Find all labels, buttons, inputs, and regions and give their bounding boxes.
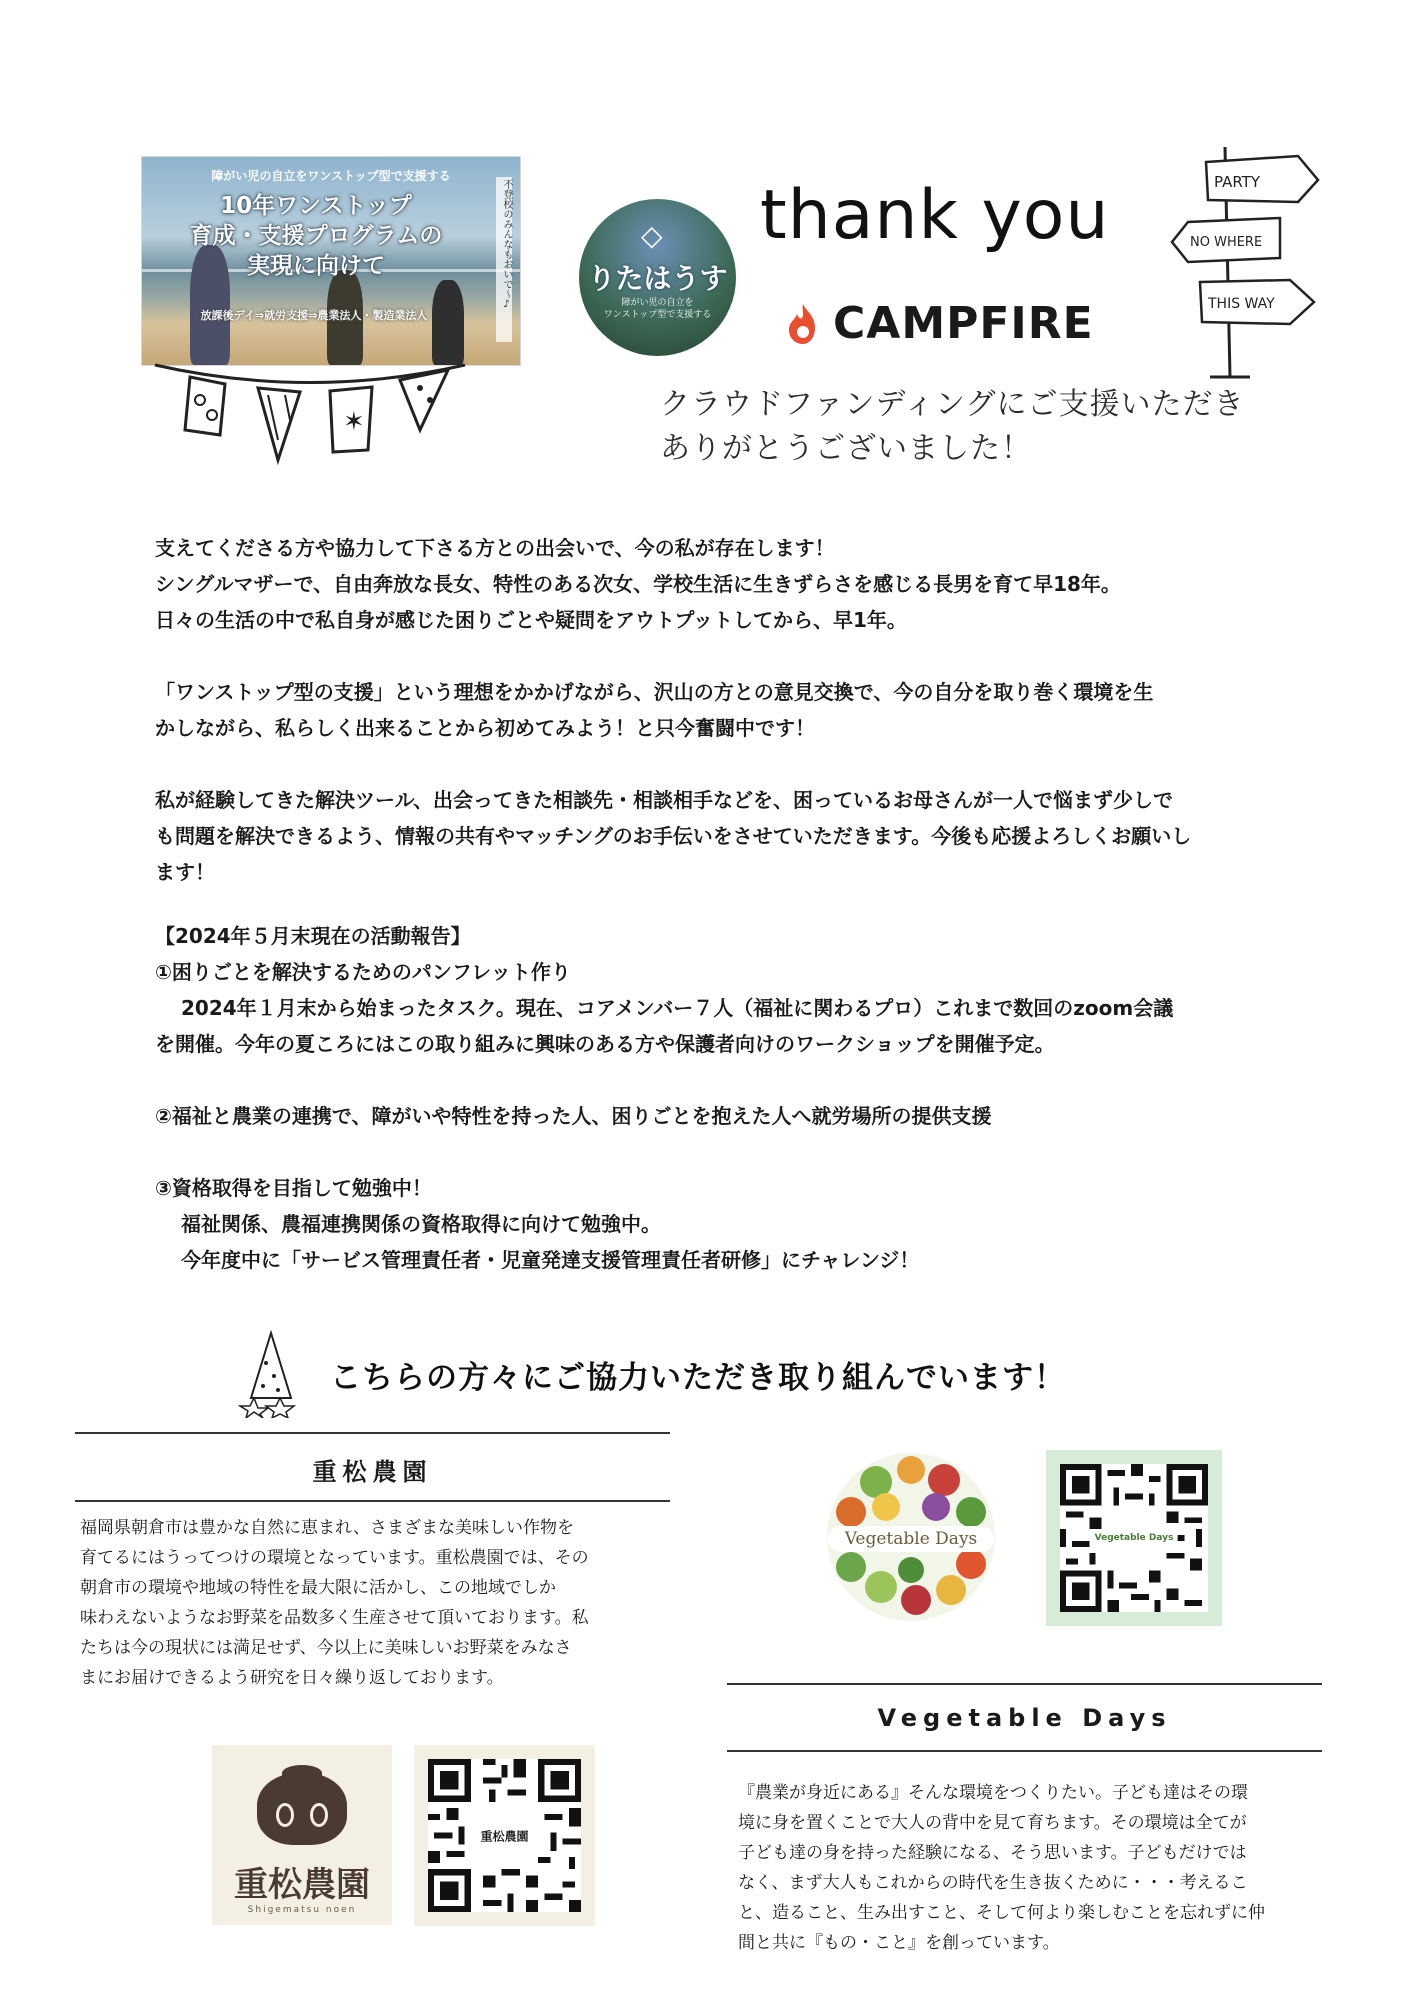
banner-vertical-text: 不登校のみんなもおいで〜♪ xyxy=(496,177,512,342)
text-line: 朝倉市の環境や地域の特性を最大限に活かし、この地域でしか xyxy=(80,1578,556,1598)
intro-paragraph-3 xyxy=(155,782,1295,890)
text-line: 私が経験してきた解決ツール、出会ってきた相談先・相談相手などを、困っているお母さんが一人で悩まず少しで xyxy=(155,788,1173,812)
spacer xyxy=(155,1062,1295,1098)
shigematsu-farm-logo xyxy=(212,1745,392,1925)
report-item-1-line: を開催。今年の夏ころにはこの取り組みに興味のある方や保護者向けのワークショップを開催予定。 xyxy=(155,1032,1055,1056)
intro-paragraph-1 xyxy=(155,530,1295,638)
activity-report xyxy=(155,918,1295,1278)
divider xyxy=(75,1432,670,1434)
seed-icon xyxy=(276,1803,294,1827)
svg-text:✶: ✶ xyxy=(343,407,365,437)
intro-paragraph-2 xyxy=(155,674,1295,746)
qr-label: 重松農園 xyxy=(476,1825,532,1846)
vegetable-days-logo-label xyxy=(826,1452,996,1622)
report-item-3-line: 福祉関係、農福連携関係の資格取得に向けて勉強中。 xyxy=(181,1212,661,1236)
veg-qr-card xyxy=(1046,1450,1222,1626)
text-line: と、造ること、生み出すこと、そして何より楽しむことを忘れずに仲 xyxy=(738,1903,1265,1923)
text-line: 育てるにはうってつけの環境となっています。重松農園では、その xyxy=(80,1548,589,1568)
farm-logo-text: 重松農園 xyxy=(234,1865,370,1905)
thank-you-heading: thank you xyxy=(760,176,1110,255)
text-line: なく、まず大人もこれからの時代を生き抜くために・・・考えるこ xyxy=(738,1873,1248,1893)
sign-thisway: THIS WAY xyxy=(1208,296,1275,312)
divider xyxy=(727,1750,1322,1752)
vegetable-days-description xyxy=(738,1778,1328,1958)
logo-name: りたはうす xyxy=(587,262,728,295)
text-line: 境に身を置くことで大人の背中を見て育ちます。その環境は全てが xyxy=(738,1813,1247,1833)
text-line: 味わえないようなお野菜を品数多く生産させて頂いております。私 xyxy=(80,1608,589,1628)
sign-party: PARTY xyxy=(1214,173,1261,191)
message-line: クラウドファンディングにご支援いただき xyxy=(660,387,1245,422)
signpost-doodle-icon xyxy=(1170,142,1320,382)
text-line: まにお届けできるよう研究を日々繰り返しております。 xyxy=(80,1668,504,1688)
report-item-1-title: ①困りごとを解決するためのパンフレット作り xyxy=(155,960,571,984)
banner-top-text: 障がい児の自立をワンストップ型で支援する xyxy=(211,169,451,183)
vegetable-days-title: Vegetable Days xyxy=(877,1704,1172,1732)
text-line: ます！ xyxy=(155,860,215,884)
seed-icon xyxy=(310,1803,328,1827)
logo-tagline-line: 障がい児の自立を xyxy=(621,298,694,308)
diamond-icon: ◇ xyxy=(641,219,663,252)
text-line: たちは今の現状には満足せず、今以上に美味しいお野菜をみなさ xyxy=(80,1638,572,1658)
veg-qr-code[interactable] xyxy=(1060,1464,1208,1612)
bunting-doodle-icon xyxy=(150,360,470,470)
text-line: も問題を解決できるよう、情報の共有やマッチングのお手伝いをさせていただきます。今後も応援よろしくお願いし xyxy=(155,824,1192,848)
banner-bottom-text: 放課後デイ⇒就労支援⇒農業法人・製造業法人 xyxy=(200,309,428,322)
text-line: 支えてくださる方や協力して下さる方との出会いで、今の私が存在します！ xyxy=(155,536,835,560)
message-line: ありがとうございました！ xyxy=(660,431,1032,466)
ritahouse-logo xyxy=(579,199,736,356)
report-item-3-title: ③資格取得を目指して勉強中！ xyxy=(155,1176,432,1200)
farm-logo-romaji: Shigematsu noen xyxy=(247,1905,357,1915)
farm-qr-code[interactable] xyxy=(428,1759,581,1912)
text-line: 子ども達の身を持った経験になる、そう思います。子どもだけでは xyxy=(738,1843,1247,1863)
spacer xyxy=(155,1134,1295,1170)
text-line: かしながら、私らしく出来ることから初めてみよう！と只今奮闘中です！ xyxy=(155,716,815,740)
party-hat-icon xyxy=(236,1328,306,1418)
text-line: 日々の生活の中で私自身が感じた困りごとや疑問をアウトプットしてから、早1年。 xyxy=(155,608,907,632)
logo-tagline-line: ワンストップ型で支援する xyxy=(603,310,712,320)
text-line: 『農業が身近にある』そんな環境をつくりたい。子ども達はその環 xyxy=(738,1783,1248,1803)
text-line: 「ワンストップ型の支援」という理想をかかげながら、沢山の方との意見交換で、今の自分を取り巻く環境を生 xyxy=(155,680,1154,704)
text-line: シングルマザーで、自由奔放な長女、特性のある次女、学校生活に生きずらさを感じる長男を育て早18年。 xyxy=(155,572,1121,596)
divider xyxy=(727,1683,1322,1685)
text-line: 間と共に『もの・こと』を創っています。 xyxy=(738,1933,1060,1953)
campfire-logo xyxy=(785,298,1094,349)
farm-description xyxy=(80,1513,680,1693)
banner-title-line: 育成・支援プログラムの xyxy=(189,223,443,249)
sign-nowhere: NO WHERE xyxy=(1190,235,1263,250)
veg-logo-text: Vegetable Days xyxy=(828,1526,994,1552)
banner-title xyxy=(152,191,480,281)
flame-icon xyxy=(785,302,821,346)
report-item-3-line: 今年度中に「サービス管理責任者・児童発達支援管理責任者研修」にチャレンジ！ xyxy=(181,1248,920,1272)
banner-title-line: 10年ワンストップ xyxy=(220,193,412,219)
qr-label: Vegetable Days xyxy=(1091,1531,1178,1545)
banner-title-line: 実現に向けて xyxy=(247,253,385,279)
report-item-2-title: ②福祉と農業の連携で、障がいや特性を持った人、困りごとを抱えた人へ就労場所の提供支援 xyxy=(155,1104,992,1128)
hero-banner-image xyxy=(141,156,521,366)
campfire-wordmark: CAMPFIRE xyxy=(833,298,1094,349)
report-heading: 【2024年５月末現在の活動報告】 xyxy=(155,924,471,948)
logo-tagline xyxy=(589,297,726,321)
farm-qr-card xyxy=(414,1745,595,1926)
crowdfunding-thanks-message xyxy=(660,383,1245,471)
farm-title: 重松農園 xyxy=(312,1458,433,1486)
tomato-icon xyxy=(257,1773,347,1845)
divider xyxy=(75,1500,670,1502)
intro-text xyxy=(155,530,1295,926)
report-item-1-line: 2024年１月末から始まったタスク。現在、コアメンバー７人（福祉に関わるプロ）これまで数回のzoom会議 xyxy=(181,996,1174,1020)
text-line: 福岡県朝倉市は豊かな自然に恵まれ、さまざまな美味しい作物を xyxy=(80,1518,575,1538)
cooperation-heading: こちらの方々にご協力いただき取り組んでいます！ xyxy=(330,1360,1066,1396)
